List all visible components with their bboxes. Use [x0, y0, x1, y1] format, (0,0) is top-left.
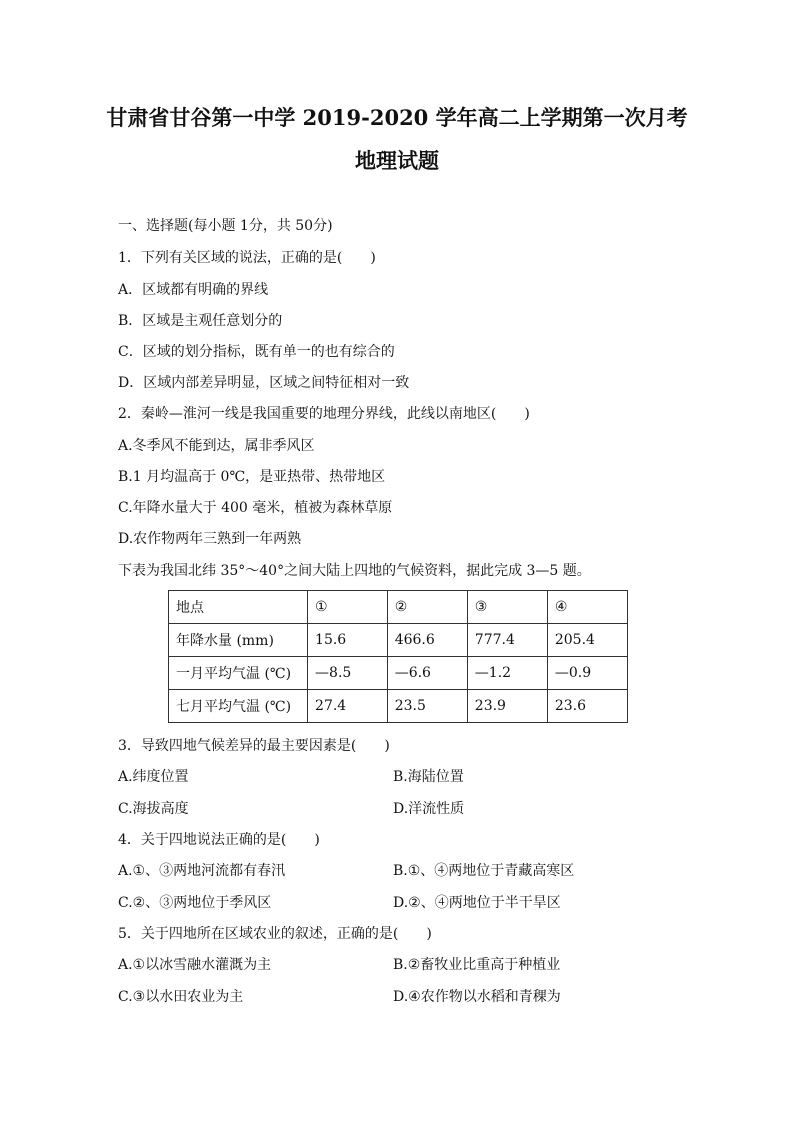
table-cell: —0.9	[547, 657, 627, 690]
table-header-row	[169, 591, 628, 624]
question-5-stem: 5．关于四地所在区域农业的叙述，正确的是( )	[118, 926, 432, 942]
question-1-option-a: A．区域都有明确的界线	[118, 282, 269, 298]
section-heading: 一、选择题(每小题 1分，共 50分)	[118, 218, 333, 234]
table-cell: 七月平均气温 (℃)	[169, 690, 308, 723]
question-4-option-c: C.②、③两地位于季风区	[118, 895, 272, 911]
table-cell: 23.5	[387, 690, 467, 723]
question-5-option-b: B.②畜牧业比重高于种植业	[393, 957, 561, 973]
table-cell: —1.2	[467, 657, 547, 690]
table-cell: 205.4	[547, 624, 627, 657]
question-4-option-a: A.①、③两地河流都有春汛	[118, 863, 286, 879]
question-2-option-b: B.1 月均温高于 0℃，是亚热带、热带地区	[118, 469, 386, 485]
question-5-option-d: D.④农作物以水稻和青稞为	[393, 989, 561, 1005]
table-cell: 23.9	[467, 690, 547, 723]
question-1-option-b: B．区域是主观任意划分的	[118, 313, 283, 329]
question-2-stem: 2．秦岭—淮河一线是我国重要的地理分界线，此线以南地区( )	[118, 406, 530, 422]
document-title-line-2: 地理试题	[355, 148, 439, 173]
table-cell: 一月平均气温 (℃)	[169, 657, 308, 690]
question-1-option-c: C．区域的划分指标，既有单一的也有综合的	[118, 344, 395, 360]
question-3-option-b: B.海陆位置	[393, 769, 464, 785]
table-header-cell: ③	[467, 591, 547, 624]
question-5-option-c: C.③以水田农业为主	[118, 989, 244, 1005]
question-1-stem: 1．下列有关区域的说法，正确的是( )	[118, 250, 376, 266]
table-header-cell: ①	[308, 591, 388, 624]
question-3-option-a: A.纬度位置	[118, 769, 189, 785]
question-4-option-d: D.②、④两地位于半干旱区	[393, 895, 561, 911]
table-cell: —8.5	[308, 657, 388, 690]
table-header-cell: ②	[387, 591, 467, 624]
table-cell: 年降水量 (mm)	[169, 624, 308, 657]
table-cell: 15.6	[308, 624, 388, 657]
question-2-option-c: C.年降水量大于 400 毫米，植被为森林草原	[118, 500, 393, 516]
question-3-stem: 3．导致四地气候差异的最主要因素是( )	[118, 738, 390, 754]
table-row	[169, 657, 628, 690]
table-row	[169, 690, 628, 723]
table-cell: 777.4	[467, 624, 547, 657]
table-row	[169, 624, 628, 657]
question-4-stem: 4．关于四地说法正确的是( )	[118, 832, 320, 848]
table-header-cell: 地点	[169, 591, 308, 624]
question-2-option-a: A.冬季风不能到达，属非季风区	[118, 438, 315, 454]
table-cell: —6.6	[387, 657, 467, 690]
question-2-option-d: D.农作物两年三熟到一年两熟	[118, 531, 302, 547]
table-header-cell: ④	[547, 591, 627, 624]
question-4-option-b: B.①、④两地位于青藏高寒区	[393, 863, 575, 879]
question-3-option-d: D.洋流性质	[393, 801, 465, 817]
question-3-option-c: C.海拔高度	[118, 801, 189, 817]
table-cell: 23.6	[547, 690, 627, 723]
question-1-option-d: D．区域内部差异明显，区域之间特征相对一致	[118, 375, 410, 391]
table-cell: 27.4	[308, 690, 388, 723]
table-cell: 466.6	[387, 624, 467, 657]
question-5-option-a: A.①以冰雪融水灌溉为主	[118, 957, 272, 973]
climate-table	[168, 590, 628, 723]
table-intro: 下表为我国北纬 35°～40°之间大陆上四地的气候资料，据此完成 3—5 题。	[118, 563, 591, 579]
document-title-line-1: 甘肃省甘谷第一中学 2019-2020 学年高二上学期第一次月考	[106, 105, 688, 130]
